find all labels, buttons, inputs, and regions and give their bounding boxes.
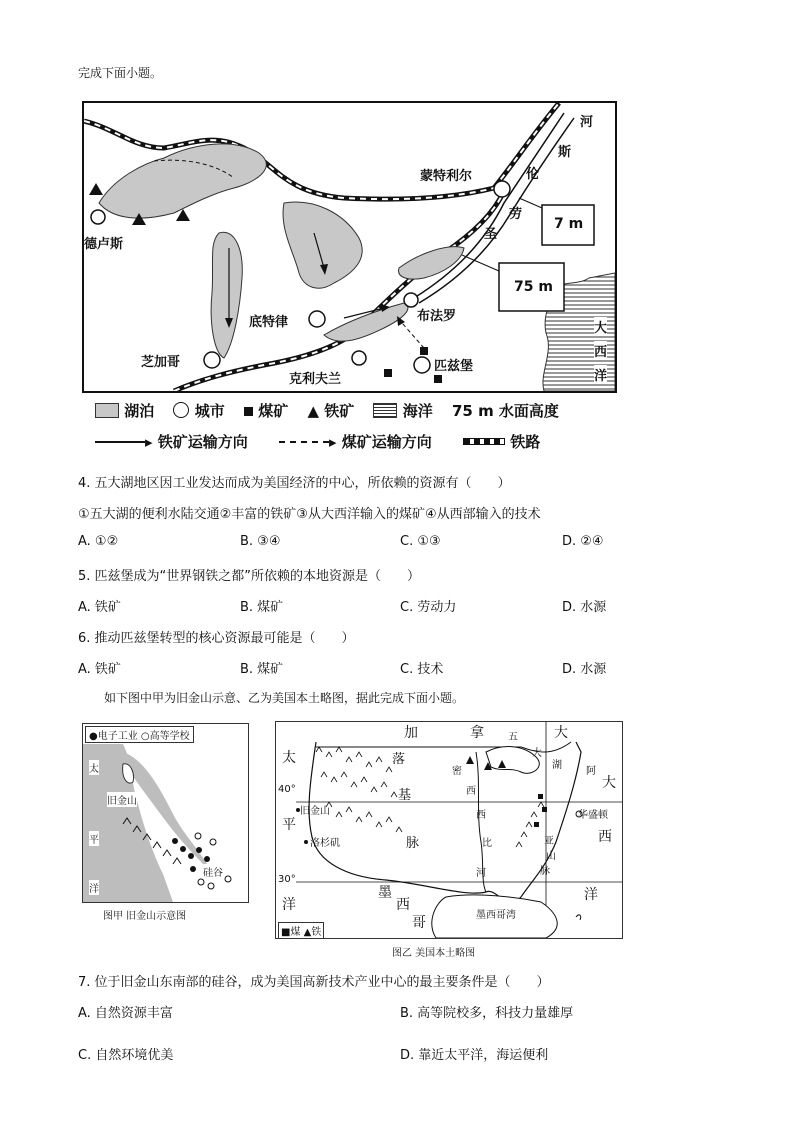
coal-square-icon: ■ xyxy=(281,927,291,938)
sf-pacific-2: 平 xyxy=(89,831,99,846)
coal-usa-3 xyxy=(538,794,543,799)
coal-arrow-swatch xyxy=(279,441,329,443)
intro2-text: 如下图中甲为旧金山示意、乙为美国本土略图，据此完成下面小题。 xyxy=(104,691,465,705)
usa-xi3: 西 xyxy=(396,897,410,913)
ocean-char-3: 洋 xyxy=(594,365,607,384)
usa-hu: 湖 xyxy=(552,760,562,771)
q4-option-c[interactable]: C. ①③ xyxy=(400,534,441,549)
q4-sub: ①五大湖的便利水陆交通②丰富的铁矿③从大西洋输入的煤矿④从西部输入的技术 xyxy=(78,507,541,522)
map1-legend-row1 xyxy=(95,400,559,421)
q5-option-c[interactable]: C. 劳动力 xyxy=(400,600,457,615)
lake-erie xyxy=(324,303,408,341)
iron-triangle-icon: ▲ xyxy=(303,927,312,938)
iron-swatch: ▲ xyxy=(307,402,319,420)
legend-elevation: 75 m 水面高度 xyxy=(451,402,559,420)
railway-swatch xyxy=(463,438,505,445)
coal-mine-1 xyxy=(420,347,428,355)
sf-legend: ●电子工业 ○高等学校 xyxy=(85,726,194,743)
usa-yang: 洋 xyxy=(282,897,296,913)
q7-option-c[interactable]: C. 自然环境优美 xyxy=(78,1048,174,1063)
label-duluth: 德卢斯 xyxy=(84,237,124,252)
q5-option-a[interactable]: A. 铁矿 xyxy=(78,600,121,615)
map1-legend-row2 xyxy=(95,431,540,452)
usa-atl1: 大 xyxy=(602,775,616,791)
legend-coal: 煤矿 xyxy=(258,402,289,420)
lake-huron xyxy=(283,202,362,288)
city-pittsburgh xyxy=(414,357,430,373)
city-chicago xyxy=(204,352,220,368)
lake-swatch xyxy=(95,403,119,418)
q7-option-b[interactable]: B. 高等院校多，科技力量雄厚 xyxy=(400,1006,574,1021)
q4-option-d[interactable]: D. ②④ xyxy=(562,534,604,549)
q6-stem: 6. 推动匹兹堡转型的核心资源最可能是（ ） xyxy=(78,631,355,646)
sf-map-svg xyxy=(83,724,248,902)
usa-washington: 华盛顿 xyxy=(578,810,608,821)
legend-iron-transport: 铁矿运输方向 xyxy=(157,433,248,451)
college-dot-icon: ○ xyxy=(140,731,150,742)
label-chicago: 芝加哥 xyxy=(141,355,181,370)
lake-ontario xyxy=(399,247,464,279)
appalachian-mountains xyxy=(516,802,544,847)
great-lakes-svg xyxy=(84,103,615,391)
usa-mi: 密 xyxy=(452,766,462,777)
city-duluth xyxy=(91,210,105,224)
usa-ya: 亚 xyxy=(544,836,554,847)
city-montreal xyxy=(494,181,510,197)
sf-label: 旧金山 xyxy=(107,792,137,807)
river-char-3: 伦 xyxy=(526,167,540,182)
usa-shan2: 山 xyxy=(546,851,556,862)
legend-coal-transport: 煤矿运输方向 xyxy=(341,433,432,451)
usa-la: 洛杉矶 xyxy=(310,838,340,849)
intro-text: 完成下面小题。 xyxy=(78,66,163,80)
sf-caption: 图甲 旧金山示意图 xyxy=(103,911,187,922)
q4-option-a[interactable]: A. ①② xyxy=(78,534,119,549)
usa-atl3: 洋 xyxy=(584,887,598,903)
usa-land-outline xyxy=(309,742,581,902)
usa-da2: 大 xyxy=(532,748,542,759)
coal-mine-3 xyxy=(434,375,442,383)
arrow-head-icon: ▸ xyxy=(329,433,337,451)
q6-option-c[interactable]: C. 技术 xyxy=(400,662,444,677)
city-detroit xyxy=(309,311,325,327)
q4-option-b[interactable]: B. ③④ xyxy=(240,534,281,549)
label-montreal: 蒙特利尔 xyxy=(420,169,473,184)
q6-option-a[interactable]: A. 铁矿 xyxy=(78,662,121,677)
lake-superior xyxy=(99,144,266,218)
sf-pacific-1: 太 xyxy=(89,760,99,775)
electronics-dot-icon: ● xyxy=(89,731,98,742)
arrow-head-icon: ▸ xyxy=(145,433,153,451)
coal-swatch xyxy=(244,407,253,416)
usa-jia: 加 xyxy=(404,725,418,741)
city-cleveland xyxy=(352,351,366,365)
coal-mine-2 xyxy=(384,369,392,377)
usa-mo: 墨 xyxy=(378,885,392,901)
usa-ge: 哥 xyxy=(412,915,426,931)
usa-map xyxy=(275,721,623,939)
city-swatch xyxy=(173,402,189,418)
ocean-swatch xyxy=(373,403,397,418)
usa-tai: 太 xyxy=(282,750,296,766)
q7-stem: 7. 位于旧金山东南部的硅谷，成为美国高新技术产业中心的最主要条件是（ ） xyxy=(78,975,550,990)
usa-mai: 脉 xyxy=(406,836,420,851)
silicon-valley-label: 硅谷 xyxy=(203,864,223,879)
elevation-7m: 7 m xyxy=(554,216,584,232)
q5-option-b[interactable]: B. 煤矿 xyxy=(240,600,284,615)
q7-option-d[interactable]: D. 靠近太平洋，海运便利 xyxy=(400,1048,549,1063)
lake-michigan xyxy=(211,232,242,358)
coal-usa-2 xyxy=(542,807,547,812)
usa-ji: 基 xyxy=(398,788,412,803)
usa-sf: 旧金山 xyxy=(300,806,330,817)
iron-ore-1 xyxy=(89,183,103,195)
label-pittsburgh: 匹兹堡 xyxy=(434,359,474,374)
sf-map xyxy=(82,723,249,903)
usa-map-svg xyxy=(276,722,622,938)
usa-wu: 五 xyxy=(508,732,518,743)
city-buffalo xyxy=(404,293,418,307)
usa-legend: ■煤 ▲铁 xyxy=(278,922,324,939)
usa-caption: 图乙 美国本土略图 xyxy=(392,948,476,959)
usa-bi: 比 xyxy=(482,838,492,849)
elevation-75m: 75 m xyxy=(514,279,553,295)
q6-option-d[interactable]: D. 水源 xyxy=(562,662,607,677)
ocean-char-2: 西 xyxy=(594,341,607,360)
iron-arrow-swatch xyxy=(95,441,145,443)
sf-pacific-3: 洋 xyxy=(89,880,99,895)
q5-option-d[interactable]: D. 水源 xyxy=(562,600,607,615)
usa-a: 阿 xyxy=(586,766,596,777)
q4-stem: 4. 五大湖地区因工业发达而成为美国经济的中心，所依赖的资源有（ ） xyxy=(78,476,511,491)
q7-option-a[interactable]: A. 自然资源丰富 xyxy=(78,1006,173,1021)
usa-na: 拿 xyxy=(470,725,484,741)
usa-xi2: 西 xyxy=(476,810,486,821)
legend-railway: 铁路 xyxy=(510,433,541,451)
usa-atl2: 西 xyxy=(598,829,612,845)
label-detroit: 底特律 xyxy=(249,315,289,330)
coal-usa-1 xyxy=(534,822,539,827)
legend-city: 城市 xyxy=(194,402,225,420)
river-char-2: 斯 xyxy=(558,145,572,160)
usa-luo: 落 xyxy=(392,752,406,767)
q6-option-b[interactable]: B. 煤矿 xyxy=(240,662,284,677)
label-cleveland: 克利夫兰 xyxy=(289,372,342,387)
iron-ore-usa-1 xyxy=(466,756,474,764)
rocky-mountains xyxy=(316,747,402,832)
label-buffalo: 布法罗 xyxy=(417,309,457,324)
city-la xyxy=(304,840,308,844)
usa-lat40: 40° xyxy=(278,784,296,795)
legend-lake: 湖泊 xyxy=(124,402,155,420)
legend-iron: 铁矿 xyxy=(324,402,355,420)
ocean-char-1: 大 xyxy=(594,317,607,336)
usa-da: 大 xyxy=(554,725,568,741)
river-char-1: 河 xyxy=(580,115,594,130)
usa-ping: 平 xyxy=(282,817,296,833)
usa-gulf: 墨西哥湾 xyxy=(476,910,516,921)
q5-stem: 5. 匹兹堡成为“世界钢铁之都”所依赖的本地资源是（ ） xyxy=(78,569,421,584)
river-char-4: 劳 xyxy=(509,207,523,222)
great-lakes-map xyxy=(82,101,617,393)
usa-he: 河 xyxy=(476,868,486,879)
usa-xi: 西 xyxy=(466,786,476,797)
usa-lat30: 30° xyxy=(278,874,296,885)
river-char-5: 圣 xyxy=(484,227,498,242)
usa-mai2: 脉 xyxy=(540,866,550,877)
legend-ocean: 海洋 xyxy=(402,402,433,420)
